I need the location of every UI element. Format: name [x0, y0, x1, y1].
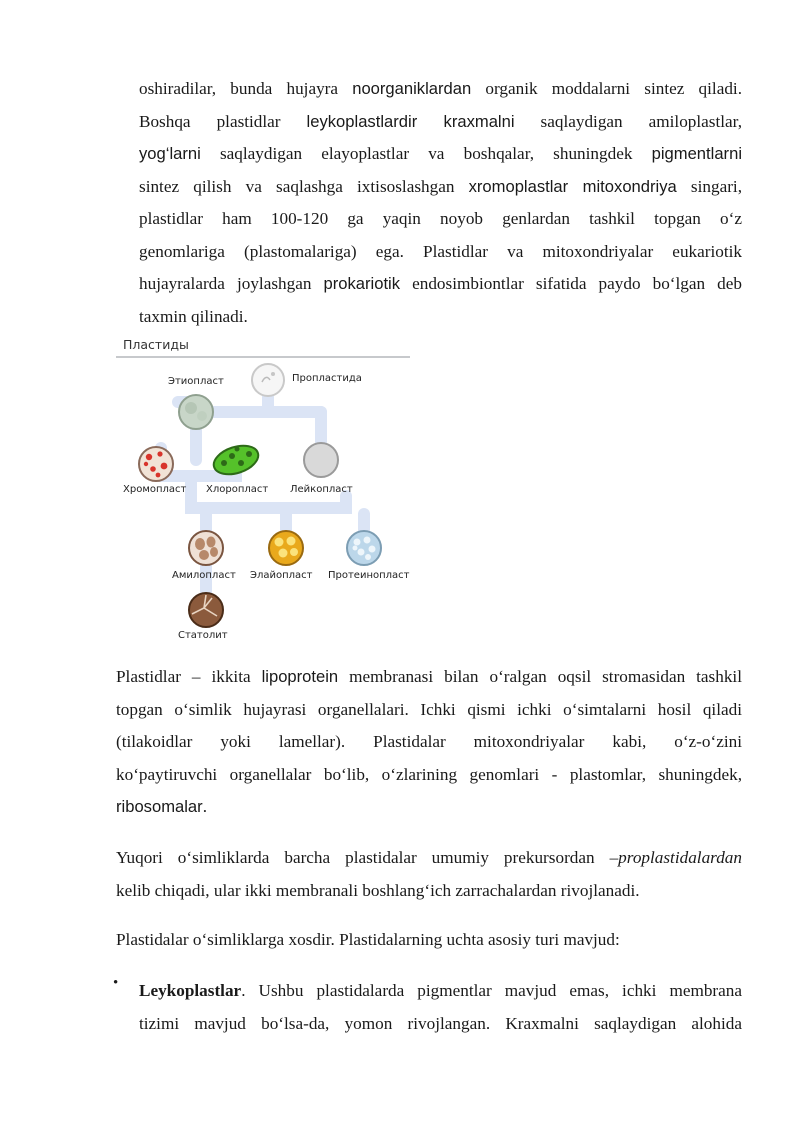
text-run: sintez qilish va saqlashga ixtisoslashgan [139, 176, 469, 196]
label-elaioplast: Элайопласт [250, 570, 313, 581]
keyword-link: prokariotik [323, 274, 401, 293]
text-run: oshiradilar, bunda hujayra [139, 79, 353, 98]
label-proteinoplast: Протеинопласт [328, 570, 410, 581]
proteinoplast-icon [347, 531, 381, 565]
text-run: Plastidalar o‘simliklarga xosdir. Plastidalarning uchta asosiy turi mavjud: [116, 930, 620, 949]
text-line [116, 726, 742, 759]
text-run: genomlariga (plastomalariga) ega. Plastidlar va mitoxondriyalar eukariotik [139, 241, 742, 261]
text-line [139, 106, 742, 139]
text-run: taxmin qilinadi. [139, 306, 248, 326]
label-proplastid: Пропластида [292, 373, 362, 384]
statolith-icon [189, 593, 223, 627]
leucoplast-icon [304, 443, 338, 477]
text-run: Boshqa plastidlar [139, 111, 307, 131]
text-line [139, 236, 742, 269]
text-line [116, 661, 742, 694]
plastids-diagram [116, 336, 416, 654]
text-run: membranasi bilan o‘ralgan oqsil stromasidan tashkil [338, 667, 742, 686]
text-run: Yuqori o‘simliklarda barcha plastidalar umumiy prekursordan – [116, 848, 619, 867]
diagram-graphic [116, 336, 416, 654]
text-line [116, 875, 742, 908]
text-run: tizimi mavjud bo‘lsa-da, yomon rivojlangan. Kraxmalni saqlaydigan alohida [139, 1013, 742, 1033]
text-run: . Ushbu plastidalarda pigmentlar mavjud emas, ichki membrana [241, 981, 742, 1000]
text-run: ko‘paytiruvchi organellalar bo‘lib, o‘zlarining genomlari - plastomlar, shuningdek, [116, 764, 742, 784]
text-line [139, 301, 742, 334]
label-statolith: Статолит [178, 630, 228, 641]
paragraph-3 [116, 842, 742, 907]
text-run: saqlaydigan amiloplastlar, [514, 111, 742, 131]
paragraph-4 [116, 924, 742, 957]
label-chloroplast: Хлоропласт [206, 484, 269, 495]
text-run: kelib chiqadi, ular ikki membranali boshlang‘ich zarrachalardan rivojlanadi. [116, 880, 640, 900]
text-line [139, 1008, 742, 1041]
label-leucoplast: Лейкопласт [290, 484, 353, 495]
diagram-title: Пластиды [123, 337, 189, 352]
text-run: endosimbiontlar sifatida paydo bo‘lgan deb [400, 274, 742, 293]
text-run: organik moddalarni sintez qiladi. [471, 79, 742, 98]
text-line [116, 694, 742, 727]
keyword-link: yog‘larni [139, 144, 201, 163]
paragraph-2 [116, 661, 742, 824]
bold-term: Leykoplastlar [139, 981, 242, 1000]
text-line [116, 759, 742, 792]
etioplast-icon [179, 395, 213, 429]
keyword-link: pigmentlarni [651, 144, 742, 163]
bullet-marker: • [113, 975, 119, 991]
keyword-link: xromoplastlar mitoxondriya [468, 176, 677, 196]
text-line [116, 842, 742, 875]
text-line [116, 924, 742, 957]
keyword-link: noorganiklardan [352, 79, 472, 98]
chromoplast-icon [139, 447, 173, 481]
italic-term: proplastidalardan [618, 848, 742, 867]
text-line [139, 73, 742, 106]
keyword-link: ribosomalar [116, 797, 203, 816]
text-run: (tilakoidlar yoki lamellar). Plastidalar mitoxondriyalar kabi, o‘z-o‘zini [116, 732, 742, 751]
text-run: singari, [676, 176, 742, 196]
label-chromoplast: Хромопласт [123, 484, 187, 495]
paragraph-1 [139, 73, 742, 333]
text-line [139, 975, 742, 1008]
label-amyloplast: Амилопласт [172, 570, 236, 581]
text-line [139, 268, 742, 301]
text-line [116, 791, 742, 824]
text-line [139, 138, 742, 171]
amyloplast-icon [189, 531, 223, 565]
text-line [139, 203, 742, 236]
text-run: plastidlar ham 100-120 ga yaqin noyob genlardan tashkil topgan o‘z [139, 209, 742, 228]
label-etioplast: Этиопласт [168, 376, 224, 387]
elaioplast-icon [269, 531, 303, 565]
keyword-link: leykoplastlardir kraxmalni [306, 111, 515, 131]
text-run: hujayralarda joylashgan [139, 274, 324, 293]
keyword-link: lipoprotein [261, 667, 339, 686]
text-run: . [202, 797, 207, 816]
proplastid-icon [252, 364, 284, 396]
text-run: topgan o‘simlik hujayrasi organellalari. Ichki qismi ichki o‘simtalarni hosil qiladi [116, 699, 742, 719]
bullet-paragraph-leykoplastlar [139, 975, 742, 1040]
text-run: Plastidlar – ikkita [116, 667, 262, 686]
text-line [139, 171, 742, 204]
text-run: saqlaydigan elayoplastlar va boshqalar, shuningdek [200, 144, 652, 163]
